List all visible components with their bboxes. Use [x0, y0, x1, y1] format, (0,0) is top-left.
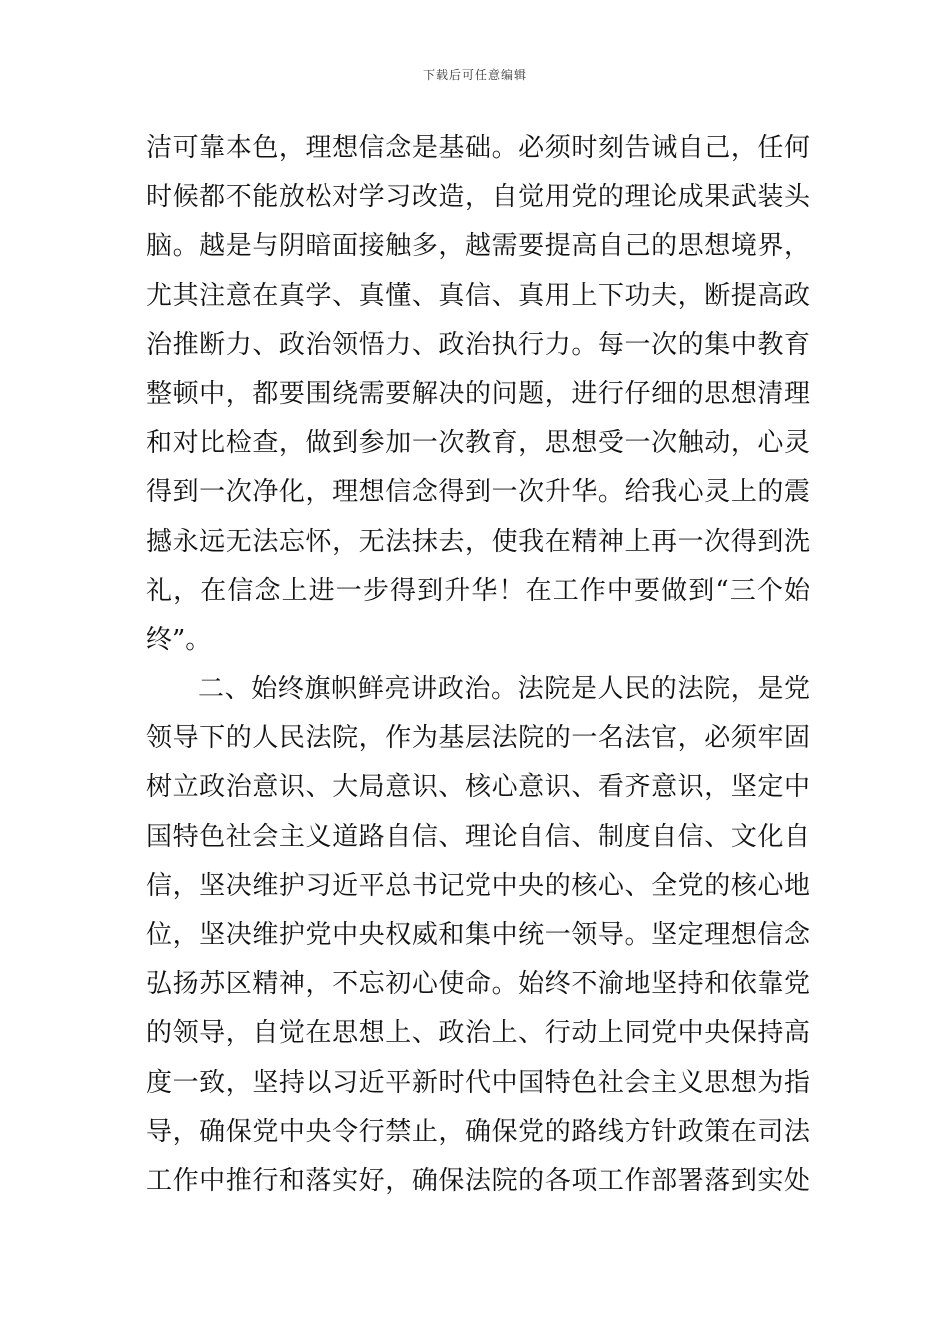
text-line: 整顿中，都要围绕需要解决的问题，进行仔细的思想清理: [146, 378, 810, 409]
text-line: 撼永远无法忘怀，无法抹去，使我在精神上再一次得到洗: [146, 526, 810, 557]
text-line: 工作中推行和落实好，确保法院的各项工作部署落到实处: [146, 1165, 810, 1196]
text-line: 国特色社会主义道路自信、理论自信、制度自信、文化自: [146, 821, 810, 852]
text-line: 尤其注意在真学、真懂、真信、真用上下功夫，断提高政: [146, 280, 810, 311]
text-line: 弘扬苏区精神，不忘初心使命。始终不渝地坚持和依靠党: [146, 969, 810, 1000]
text-line: 得到一次净化，理想信念得到一次升华。给我心灵上的震: [146, 477, 810, 508]
text-line: 终”。: [146, 624, 212, 655]
text-line: 的领导，自觉在思想上、政治上、行动上同党中央保持高: [146, 1018, 810, 1049]
text-line: 和对比检查，做到参加一次教育，思想受一次触动，心灵: [146, 428, 810, 459]
text-line: 度一致，坚持以习近平新时代中国特色社会主义思想为指: [146, 1067, 810, 1098]
text-line: 洁可靠本色，理想信念是基础。必须时刻告诫自己，任何: [146, 133, 810, 163]
document-body: [146, 124, 810, 1206]
text-line: 树立政治意识、大局意识、核心意识、看齐意识，坚定中: [146, 772, 810, 803]
text-line: 信，坚决维护习近平总书记党中央的核心、全党的核心地: [146, 870, 810, 901]
text-line: 脑。越是与阴暗面接触多，越需要提高自己的思想境界，: [146, 231, 810, 262]
header-note: 下载后可任意编辑: [422, 68, 527, 82]
text-line: 二、始终旗帜鲜亮讲政治。法院是人民的法院，是党: [198, 674, 810, 705]
text-line: 治推断力、政治领悟力、政治执行力。每一次的集中教育: [146, 329, 810, 360]
text-line: 时候都不能放松对学习改造，自觉用党的理论成果武装头: [146, 182, 810, 213]
text-line: 位，坚决维护党中央权威和集中统一领导。坚定理想信念: [146, 920, 810, 950]
text-line: 礼，在信念上进一步得到升华！在工作中要做到“三个始: [146, 575, 810, 606]
text-line: 导，确保党中央令行禁止，确保党的路线方针政策在司法: [146, 1116, 810, 1147]
text-line: 领导下的人民法院，作为基层法院的一名法官，必须牢固: [146, 723, 810, 754]
